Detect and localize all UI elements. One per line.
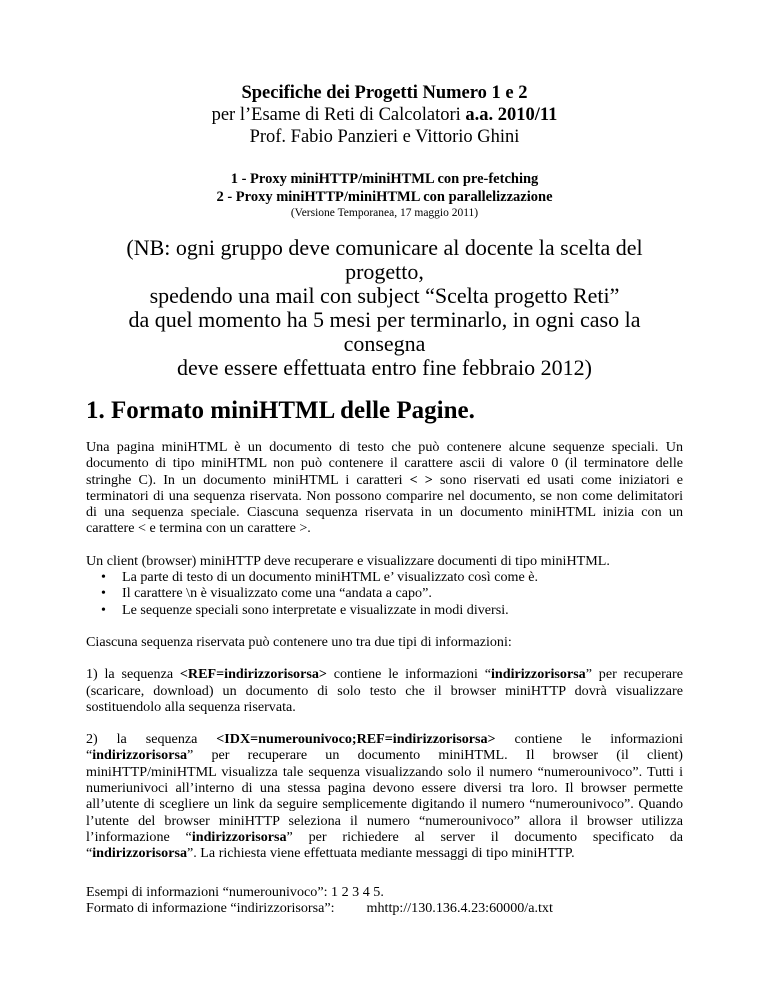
- document-header: [86, 0, 683, 148]
- list-item: [86, 585, 683, 601]
- section-1-heading: 1. Formato miniHTML delle Pagine.: [86, 397, 475, 424]
- example-1-value: 1 2 3 4 5.: [331, 883, 384, 900]
- nb-line-1: (NB: ogni gruppo deve comunicare al docente la scelta del progetto,: [126, 235, 643, 284]
- paragraph-format-text-a: Una pagina miniHTML è un documento di testo che può contenere alcune sequenze speciali. Un documento di tipo miniHTML non può contenere il carattere ascii di valore 0 (il terminatore delle stringhe C). In un documento miniHTML i caratteri: [86, 439, 683, 488]
- example-2-value: mhttp://130.136.4.23:60000/a.txt: [366, 899, 553, 916]
- list-item-text: La parte di testo di un documento miniHTML e’ visualizzato così come è.: [122, 569, 539, 586]
- examples-block: [86, 884, 683, 917]
- version-note: (Versione Temporanea, 17 maggio 2011): [290, 207, 479, 219]
- example-numerounivoco: [86, 884, 683, 900]
- list-item: [86, 569, 683, 585]
- idx-keyword-1: indirizzorisorsa: [92, 747, 187, 764]
- ref-keyword: indirizzorisorsa: [491, 666, 586, 683]
- bullet-icon: •: [101, 601, 106, 618]
- idx-keyword-2: indirizzorisorsa: [191, 828, 287, 845]
- idx-text-c: contiene le informazioni “: [86, 731, 683, 764]
- idx-text-g: ” per richiedere al server il documento specificato da “: [86, 828, 683, 862]
- bullet-icon: •: [101, 569, 106, 586]
- nb-line-2: spedendo una mail con subject “Scelta progetto Reti”: [149, 283, 620, 308]
- ref-text-e: ” per recuperare (scaricare, download) un documento di solo testo che il browser miniHTTP dovrà visualizzare sostituendolo alla sequenza riservata.: [86, 666, 683, 715]
- list-item-text: Le sequenze speciali sono interpretate e visualizzate in modi diversi.: [122, 601, 509, 618]
- paragraph-format: [86, 439, 683, 537]
- example-1-label: Esempi di informazioni “numerounivoco”:: [86, 883, 332, 900]
- example-2-label: Formato di informazione “indirizzorisorsa”:: [86, 899, 335, 916]
- nb-line-4: deve essere effettuata entro fine febbraio 2012): [177, 355, 592, 380]
- academic-year: a.a. 2010/11: [465, 105, 558, 125]
- ref-text-c: contiene le informazioni “: [326, 666, 491, 683]
- idx-sequence: <IDX=numerounivoco;REF=indirizzorisorsa>: [216, 731, 496, 748]
- reserved-chars: < >: [409, 471, 433, 488]
- paragraph-client: Un client (browser) miniHTTP deve recuperare e visualizzare documenti di tipo miniHTML.: [86, 552, 610, 569]
- idx-text-a: 2) la sequenza: [86, 731, 217, 748]
- paragraph-format-text-c: sono riservati ed usati come iniziatori e terminatori di una sequenza riservata. Non possono comparire nel documento, se non come delimitatori di una sequenza speciale. Ciascuna sequenza riservata in un documento miniHTML inizia con un carattere < e termina con un carattere >.: [86, 471, 683, 537]
- paragraph-ref-sequence: [86, 666, 683, 715]
- ref-sequence: <REF=indirizzorisorsa>: [179, 666, 327, 683]
- example-indirizzorisorsa: [86, 900, 683, 916]
- rules-list: [86, 569, 683, 618]
- list-item-text: Il carattere \n è visualizzato come una “andata a capo”.: [122, 585, 432, 602]
- project-list: [86, 170, 683, 220]
- nb-note: [86, 236, 683, 380]
- ref-text-a: 1) la sequenza: [86, 666, 180, 683]
- project-2-title: 2 - Proxy miniHTTP/miniHTML con parallelizzazione: [216, 189, 553, 205]
- paragraph-idx-sequence: [86, 731, 683, 861]
- document-title: Specifiche dei Progetti Numero 1 e 2: [241, 83, 528, 103]
- idx-text-e: ” per recuperare un documento miniHTML. Il browser (il client) miniHTTP/miniHTML visualizza tale sequenza visualizzando solo il numero “numerounivoco”. Tutti i numeriunivoci all’interno di una stessa pagina devono essere diversi tra loro. Il browser permette all’utente di scegliere un link da seguire semplicemente digitando il numero “numerounivoco”. Quando l’utente del browser miniHTTP seleziona il numero “numerounivoco” allora il browser utilizza l’informazione “: [86, 747, 683, 845]
- professors: Prof. Fabio Panzieri e Vittorio Ghini: [249, 127, 520, 147]
- list-item: [86, 602, 683, 618]
- bullet-icon: •: [101, 585, 106, 602]
- idx-keyword-3: indirizzorisorsa: [92, 845, 187, 862]
- paragraph-sequence-types: Ciascuna sequenza riservata può contenere uno tra due tipi di informazioni:: [86, 633, 512, 650]
- nb-line-3: da quel momento ha 5 mesi per terminarlo, in ogni caso la consegna: [128, 307, 641, 356]
- exam-subtitle: [86, 104, 683, 126]
- exam-subtitle-text: per l’Esame di Reti di Calcolatori: [211, 105, 466, 125]
- project-1-title: 1 - Proxy miniHTTP/miniHTML con pre-fetching: [230, 171, 539, 187]
- idx-text-i: ”. La richiesta viene effettuata mediante messaggi di tipo miniHTTP.: [187, 845, 575, 862]
